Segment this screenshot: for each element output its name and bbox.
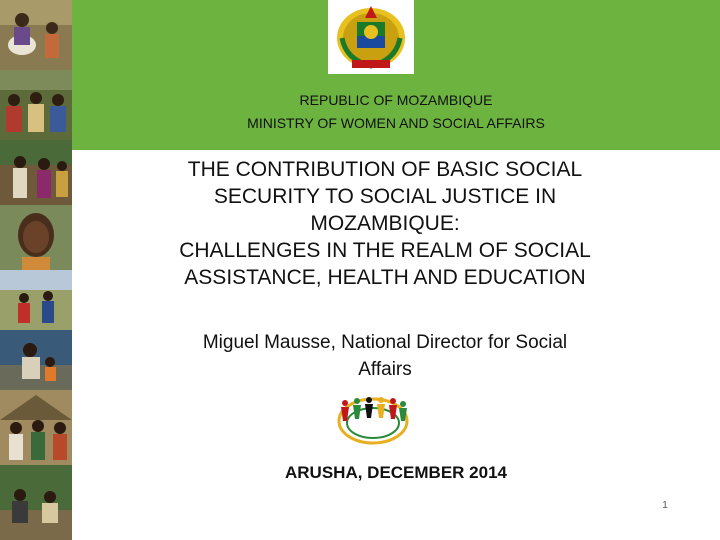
header-republic-name: REPUBLIC OF MOZAMBIQUE [299,92,493,108]
people-circle-logo-icon [333,393,413,447]
group-of-villagers-photo [0,70,72,140]
presentation-title [120,156,650,291]
presenter-name [120,329,650,383]
photo-strip [0,0,72,540]
page-number: 1 [662,500,668,511]
women-pounding-grain-photo [0,0,72,70]
header-ministry-name: MINISTRY OF WOMEN AND SOCIAL AFFAIRS [247,115,545,131]
title-line: MOZAMBIQUE: [310,212,460,235]
children-standing-photo [0,140,72,205]
people-sitting-photo [0,465,72,540]
presenter-line: Affairs [358,359,412,380]
family-group-photo [0,390,72,465]
mozambique-coat-of-arms-icon [328,0,414,74]
mother-and-child-photo [0,330,72,390]
title-line: ASSISTANCE, HEALTH AND EDUCATION [184,266,586,289]
title-line: CHALLENGES IN THE REALM OF SOCIAL [179,239,591,262]
presenter-line: Miguel Mausse, National Director for Social [202,332,568,353]
title-line: SECURITY TO SOCIAL JUSTICE IN [213,185,557,208]
title-line: THE CONTRIBUTION OF BASIC SOCIAL [187,158,583,181]
child-portrait-photo [0,205,72,270]
place-and-date: ARUSHA, DECEMBER 2014 [285,463,507,482]
field-scene-photo [0,270,72,330]
